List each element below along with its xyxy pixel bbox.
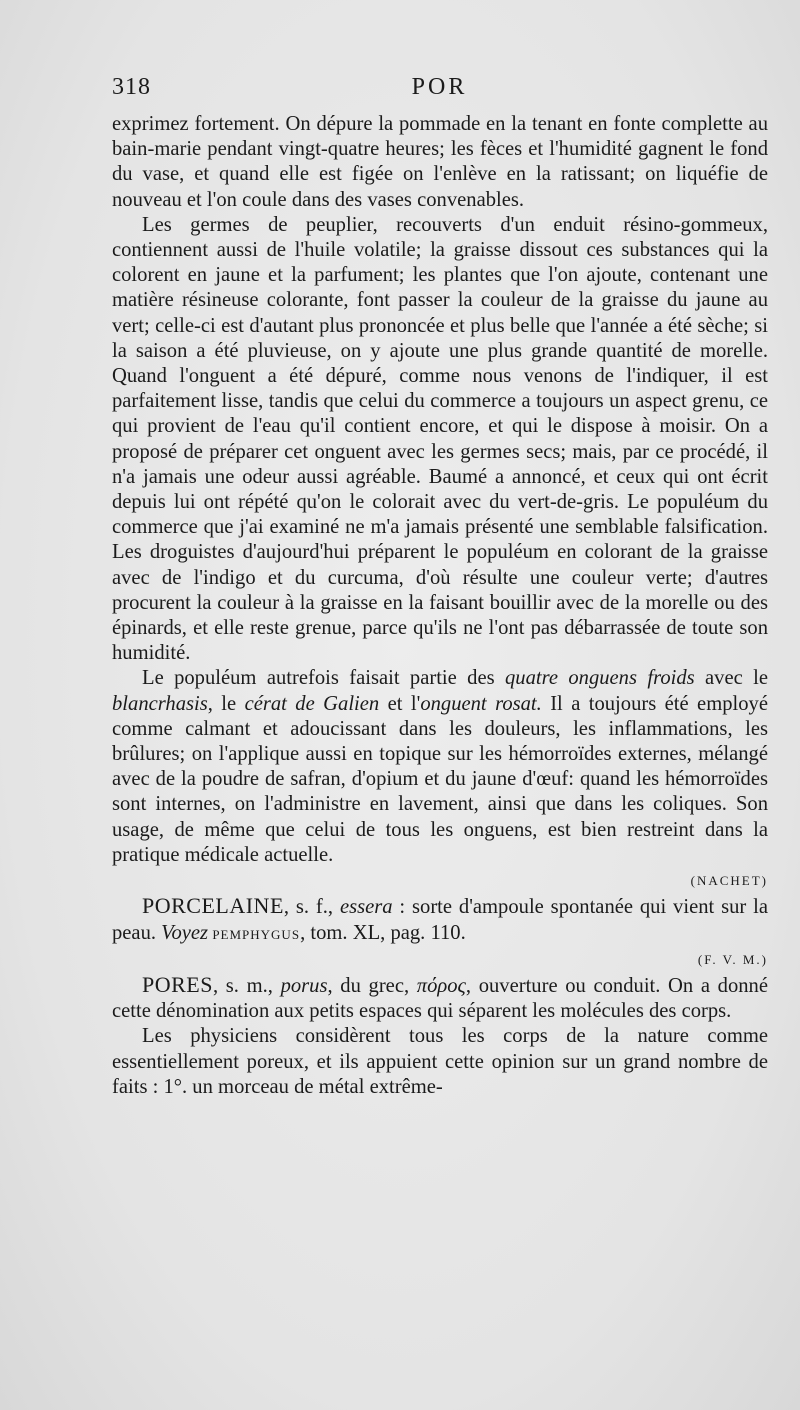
entry-pores-italic: porus <box>280 974 328 997</box>
entry-pores <box>112 972 768 1024</box>
paragraph-3-text-c: , le <box>207 692 245 715</box>
entry-pores-text-b: , du grec, <box>327 974 417 997</box>
entry-porcelaine <box>112 893 768 946</box>
author-signature-1: (NACHET) <box>690 873 768 889</box>
entry-pores-greek: πόρος <box>416 974 466 997</box>
paragraph-3 <box>112 666 768 868</box>
paragraph-3-text-d: et l' <box>379 692 421 715</box>
paragraph-1: exprimez fortement. On dépure la pommade en la tenant en fonte complette au bain-marie pendant vingt-quatre heures; les fèces et l'humidité gagnent le fond du vase, et quand elle est figée on l'enlève en la ratissant; on liquéfie de nouveau et l'on coule dans des vases convenables. <box>112 113 768 211</box>
entry-headword-porcelaine: PORCELAINE <box>142 893 284 919</box>
paragraph-4: Les physiciens considèrent tous les corps de la nature comme essentiellement poreux, et ils appuient cette opinion sur un grand nombre de faits : 1°. un morceau de métal extrême- <box>112 1025 768 1098</box>
page-number: 318 <box>112 74 151 100</box>
entry-porcelaine-crossref: PEMPHYGUS <box>208 926 301 942</box>
entry-porcelaine-text-a: , s. f., <box>283 896 340 919</box>
author-signature-2: (F. V. M.) <box>697 951 768 967</box>
entry-porcelaine-italic: essera <box>339 896 393 919</box>
paragraph-3-text-b: avec le <box>694 667 768 690</box>
page-body <box>112 112 768 1100</box>
entry-porcelaine-text-c: , tom. XL, pag. 110. <box>300 921 466 944</box>
entry-porcelaine-voyez: Voyez <box>161 921 209 944</box>
entry-porcelaine-text-b: : sorte d'ampoule spontanée qui vient sur la peau. <box>112 896 768 944</box>
paragraph-3-italic-2: blancrhasis <box>112 692 208 715</box>
paragraph-2: Les germes de peuplier, recouverts d'un enduit résino-gommeux, contiennent aussi de l'huile volatile; la graisse dissout ces substances qui la colorent en jaune et la parfument; les plantes que l'on ajoute, contenant une matière résineuse colorante, font passer la couleur de la graisse du jaune au vert; celle-ci est d'autant plus prononcée et plus belle que l'année a été sèche; si la saison a été pluvieuse, on y ajoute une plus grande quantité de morelle. Quand l'onguent a été dépuré, comme nous venons de l'indiquer, il est parfaitement lisse, tandis que celui du commerce a toujours un aspect grenu, ce qui provient de l'eau qu'il contient encore, et qui le dispose à moisir. On a proposé de préparer cet onguent avec les germes secs; mais, par ce procédé, il n'a jamais une odeur aussi agréable. Baumé a annoncé, et ceux qui ont écrit depuis lui ont répété qu'on le colorait avec du vert-de-gris. Le populéum du commerce que j'ai examiné ne m'a jamais présenté une semblable falsification. Les droguistes d'aujourd'hui préparent le populéum en colorant de la graisse avec de l'indigo et du curcuma, d'où résulte une couleur verte; d'autres procurent la couleur à la graisse en la faisant bouillir avec de la morelle ou des épinards, et elle reste grenue, parce qu'ils ne l'ont pas débarrassée de toute son humidité. <box>112 213 768 665</box>
running-head: POR <box>411 74 468 100</box>
paragraph-3-italic-4: onguent rosat. <box>420 692 542 715</box>
paragraph-3-text-a: Le populéum autrefois faisait partie des <box>142 667 505 690</box>
paragraph-3-italic-1: quatre onguens froids <box>504 667 695 690</box>
entry-pores-text-c: , ouverture ou conduit. On a donné cette dénomination aux petits espaces qui séparent les molécules des corps. <box>112 974 768 1023</box>
page-header <box>112 74 767 108</box>
paragraph-3-text-e: Il a toujours été employé comme calmant et adoucissant dans les douleurs, les inflammations, les brûlures; on l'applique aussi en topique sur les hémorroïdes externes, mélangé avec de la poudre de safran, d'opium et du jaune d'œuf: quand les hémorroïdes sont internes, on l'administre en lavement, ainsi que dans les coliques. Son usage, de même que celui de tous les onguens, est bien restreint dans la pratique médicale actuelle. <box>112 692 768 866</box>
entry-pores-text-a: , s. m., <box>212 974 281 997</box>
paragraph-3-italic-3: cérat de Galien <box>244 692 380 715</box>
entry-headword-pores: PORES <box>142 971 213 997</box>
